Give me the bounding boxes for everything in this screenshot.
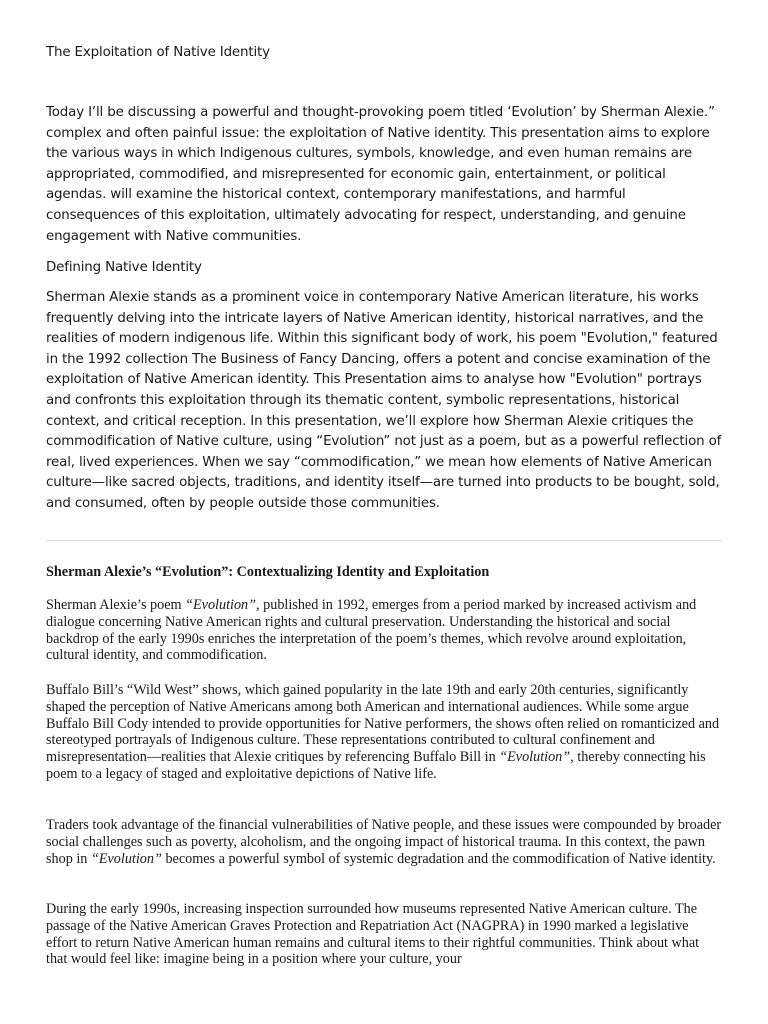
- document-title: The Exploitation of Native Identity: [46, 45, 270, 60]
- defining-native-identity-heading: Defining Native Identity: [46, 260, 202, 275]
- context-text-start: Sherman Alexie’s poem: [46, 597, 186, 613]
- buffalo-bill-text-end: , thereby connecting his poem to a legacy of staged and exploitative depictions of Native life.: [46, 749, 706, 782]
- buffalo-bill-text-start: Buffalo Bill’s “Wild West” shows, which gained popularity in the late 19th and early 20th centuries, significantly shaped the perception of Native Americans among both American and international audiences. While some argue Buffalo Bill Cody intended to provide opportunities for Native performers, the shows often relied on romanticized and stereotyped portrayals of Indigenous culture. These representations contributed to cultural confinement and misrepresentation—realities that Alexie critiques by referencing Buffalo Bill in: [46, 682, 720, 766]
- defining-paragraph: Sherman Alexie stands as a prominent voice in contemporary Native American literature, his works frequently delving into the intricate layers of Native American identity, historical narratives, and the realities of modern indigenous life. Within this significant body of work, his poem "Evolution," featured in the 1992 collection The Business of Fancy Dancing, offers a potent and concise examination of the exploitation of Native American identity. This Presentation aims to analyse how "Evolution" portrays and confronts this exploitation through its thematic content, symbolic representations, historical context, and critical reception. In this presentation, we’ll explore how Sherman Alexie critiques the commodification of Native culture, using “Evolution” not just as a poem, but as a powerful reflection of real, lived experiences. When we say “commodification,” we mean how elements of Native American culture—like sacred objects, traditions, and identity itself—are turned into products to be bought, sold, and consumed, often by people outside those communities.: [46, 290, 722, 511]
- traders-paragraph: [46, 817, 722, 867]
- poem-title-italic: “Evolution”: [499, 749, 571, 766]
- section-divider: [46, 540, 722, 541]
- context-text-end: , published in 1992, emerges from a period marked by increased activism and dialogue concerning Native American rights and cultural preservation. Understanding the historical and social backdrop of the early 1990s enriches the interpretation of the poem’s themes, which revolve around exploitation, cultural identity, and commodification.: [46, 597, 697, 664]
- poem-title-italic: “Evolution”: [185, 597, 257, 613]
- poem-title-italic: “Evolution”: [90, 850, 162, 867]
- buffalo-bill-paragraph: [46, 682, 722, 783]
- intro-paragraph: Today I’ll be discussing a powerful and thought-provoking poem titled ‘Evolution’ by Sherman Alexie.” complex and often painful issue: the exploitation of Native identity. This presentation aims to explore the various ways in which Indigenous cultures, symbols, knowledge, and even human remains are appropriated, commodified, and misrepresented for economic gain, entertainment, or political agendas. will examine the historical context, contemporary manifestations, and harmful consequences of this exploitation, ultimately advocating for respect, understanding, and genuine engagement with Native communities.: [46, 105, 715, 244]
- traders-text-end: becomes a powerful symbol of systemic degradation and the commodification of Native identity.: [161, 850, 716, 867]
- museums-paragraph: During the early 1990s, increasing inspection surrounded how museums represented Native American culture. The passage of the Native American Graves Protection and Repatriation Act (NAGPRA) in 1990 marked a legislative effort to return Native American human remains and cultural items to their rightful communities. Think about what that would feel like: imagine being in a position where your culture, your: [46, 901, 700, 968]
- traders-text-start: Traders took advantage of the financial vulnerabilities of Native people, and these issues were compounded by broader social challenges such as poverty, alcoholism, and the ongoing impact of historical trauma. In this context, the pawn shop in: [46, 817, 722, 867]
- context-paragraph: [46, 597, 722, 664]
- section-heading: Sherman Alexie’s “Evolution”: Contextualizing Identity and Exploitation: [46, 564, 490, 580]
